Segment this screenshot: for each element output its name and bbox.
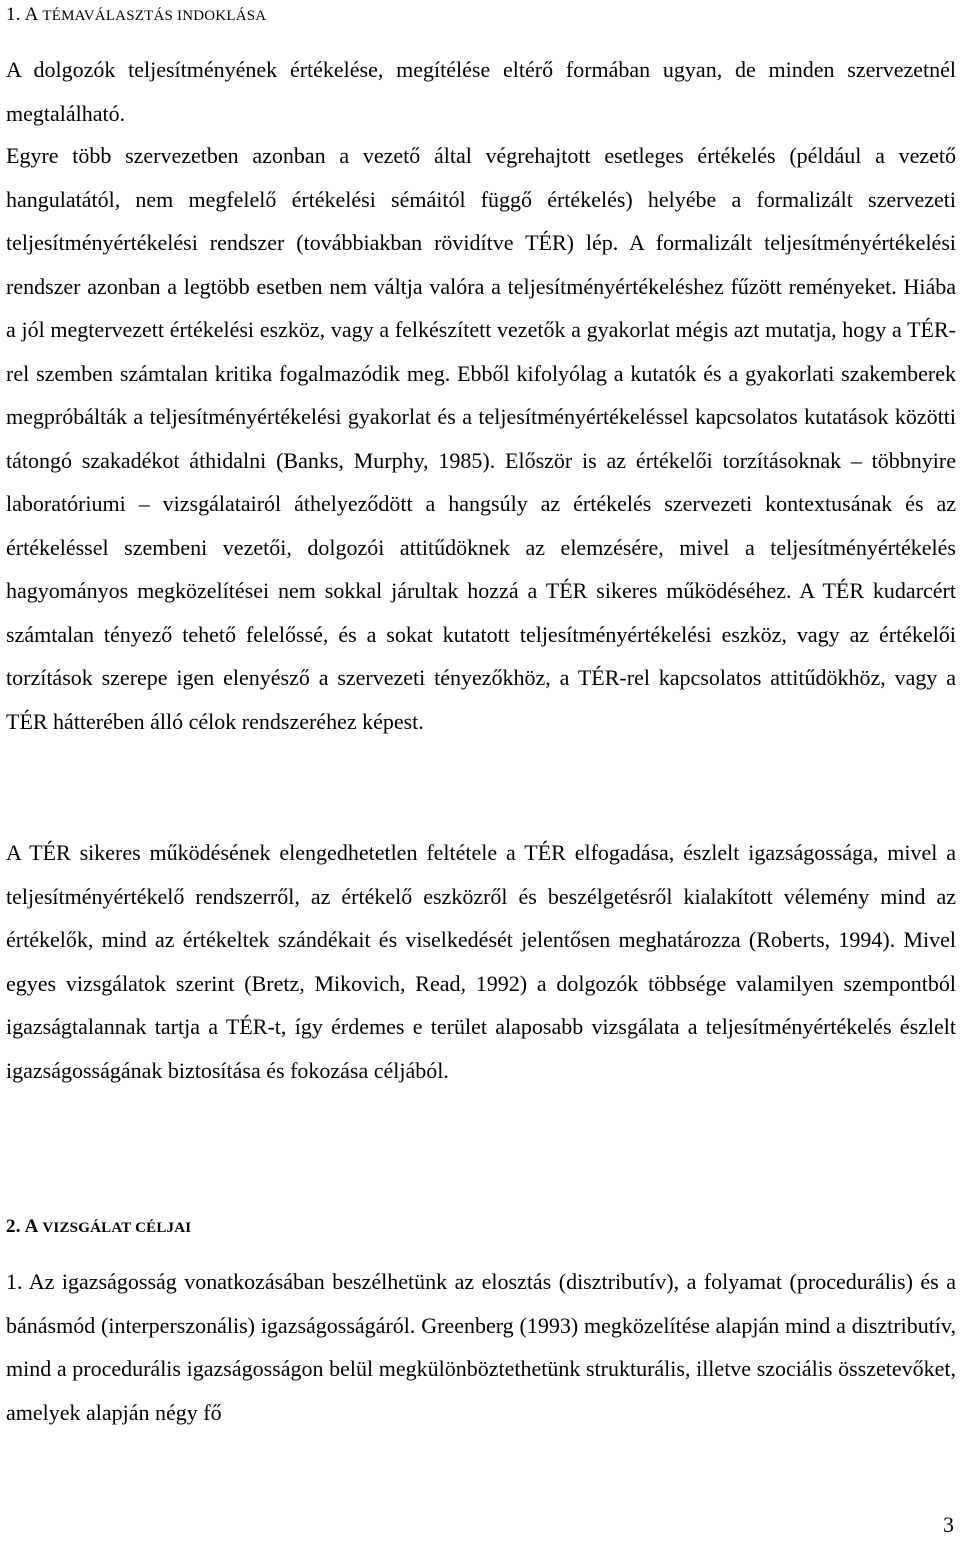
section-title-initial: A [24,4,43,25]
section-heading-2 [6,1216,191,1239]
paragraph-study-aims: 1. Az igazságosság vonatkozásában beszélhetünk az elosztás (disztributív), a folyamat (procedurális) és a bánásmód (interperszonális) igazságosságáról. Greenberg (1993) megközelítése alapján mind a disztributív, mind a procedurális igazságosságon belül megkülönböztethetünk strukturális, illetve szociális összetevőket, amelyek alapján négy fő [6,1269,956,1425]
section-title: VIZSGÁLAT CÉLJAI [42,1220,192,1236]
paragraph-ter-fairness: A TÉR sikeres működésének elengedhetetlen feltétele a TÉR elfogadása, észlelt igazságossága, mivel a teljesítményértékelő rendszerről, az értékelő eszközről és beszélgetésről kialakított vélemény mind az értékelők, mind az értékeltek szándékait és viselkedését jelentősen meghatározza (Roberts, 1994). Mivel egyes vizsgálatok szerint (Bretz, Mikovich, Read, 1992) a dolgozók többsége valamilyen szempontból igazságtalannak tartja a TÉR-t, így érdemes e terület alaposabb vizsgálata a teljesítményértékelés észlelt igazságosságának biztosítása és fokozása céljából. [6,840,956,1083]
section-number: 2. [6,1216,25,1237]
paragraph-intro: A dolgozók teljesítményének értékelése, megítélése eltérő formában ugyan, de minden szervezetnél megtalálható. [6,57,956,126]
page-number: 3 [943,1512,954,1537]
section-title: TÉMAVÁLASZTÁS INDOKLÁSA [42,8,267,24]
section-title-initial: A [24,1216,43,1237]
section-number: 1. [6,4,25,25]
section-heading-1 [6,4,266,27]
paragraph-ter-background: Egyre több szervezetben azonban a vezető által végrehajtott esetleges értékelés (például a vezető hangulatától, nem megfelelő értékelési sémáitól függő értékelés) helyébe a formalizált szervezeti teljesítményértékelési rendszer (továbbiakban rövidítve TÉR) lép. A formalizált teljesítményértékelési rendszer azonban a legtöbb esetben nem váltja valóra a teljesítményértékeléshez fűzött reményeket. Hiába a jól megtervezett értékelési eszköz, vagy a felkészített vezetők a gyakorlat mégis azt mutatja, hogy a TÉR-rel szemben számtalan kritika fogalmazódik meg. Ebből kifolyólag a kutatók és a gyakorlati szakemberek megpróbálták a teljesítményértékelési gyakorlat és a teljesítményértékeléssel kapcsolatos kutatások közötti tátongó szakadékot áthidalni (Banks, Murphy, 1985). Először is az értékelői torzításoknak – többnyire laboratóriumi – vizsgálatairól áthelyeződött a hangsúly az értékelés szervezeti kontextusának és az értékeléssel szembeni vezetői, dolgozói attitűdöknek az elemzésére, mivel a teljesítményértékelés hagyományos megközelítései nem sokkal járultak hozzá a TÉR sikeres működéséhez. A TÉR kudarcért számtalan tényező tehető felelőssé, és a sokat kutatott teljesítményértékelési eszköz, vagy az értékelői torzítások szerepe igen elenyésző a szervezeti tényezőkhöz, a TÉR-rel kapcsolatos attitűdökhöz, vagy a TÉR hátterében álló célok rendszeréhez képest. [6,143,956,734]
